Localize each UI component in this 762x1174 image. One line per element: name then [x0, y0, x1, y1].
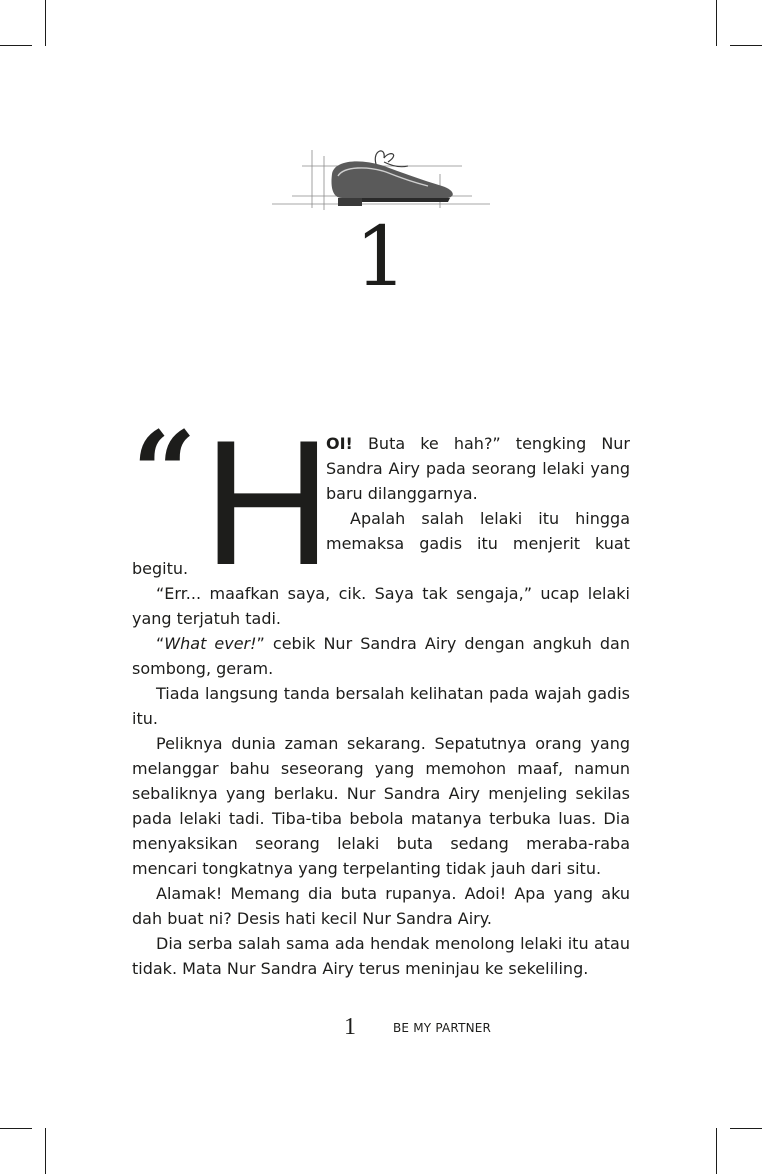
chapter-body	[132, 431, 630, 981]
crop-mark-top-left-h	[0, 45, 32, 46]
page-number: 1	[344, 1014, 356, 1040]
paragraph-4	[132, 631, 630, 681]
crop-mark-top-right-h	[730, 45, 762, 46]
paragraph-1-text: Buta ke hah?” tengking Nur Sandra Airy pada seorang lelaki yang baru dilanggarnya.	[326, 434, 630, 503]
chapter-number: 1	[354, 210, 408, 305]
paragraph-8: Dia serba salah sama ada hendak menolong lelaki itu atau tidak. Mata Nur Sandra Airy terus meninjau ke sekeliling.	[132, 934, 630, 978]
paragraph-6: Peliknya dunia zaman sekarang. Sepatutnya orang yang melanggar bahu seseorang yang memohon maaf, namun sebaliknya yang berlaku. Nur Sandra Airy menjeling sekilas pada lelaki tadi. Tiba-tiba bebola matanya terbuka luas. Dia menyaksikan seorang lelaki buta sedang meraba-raba mencari tongkatnya yang terpelanting tidak jauh dari situ.	[132, 734, 630, 878]
paragraph-4-italic: What ever!	[164, 634, 257, 653]
running-title: BE MY PARTNER	[393, 1021, 492, 1035]
paragraph-5: Tiada langsung tanda bersalah kelihatan pada wajah gadis itu.	[132, 684, 630, 728]
dropcap-letter: H	[203, 403, 332, 602]
page-footer	[0, 1012, 762, 1042]
dropcap-space	[132, 431, 326, 555]
opening-word: OI!	[326, 434, 353, 453]
crop-mark-bottom-left-h	[0, 1128, 32, 1129]
shoe-sketch-icon	[272, 136, 490, 212]
dropcap-quote-mark: “	[132, 408, 191, 539]
paragraph-2: Apalah salah lelaki itu hingga memaksa gadis itu menjerit kuat begitu.	[132, 509, 630, 578]
crop-mark-top-right	[716, 0, 717, 46]
crop-mark-bottom-left	[45, 1128, 46, 1174]
crop-mark-bottom-right	[716, 1128, 717, 1174]
crop-mark-top-left	[45, 0, 46, 46]
crop-mark-bottom-right-h	[730, 1128, 762, 1129]
paragraph-7: Alamak! Memang dia buta rupanya. Adoi! Apa yang aku dah buat ni? Desis hati kecil Nur Sandra Airy.	[132, 884, 630, 928]
paragraph-4-quote: “	[156, 634, 165, 653]
paragraph-3: “Err... maafkan saya, cik. Saya tak sengaja,” ucap lelaki yang terjatuh tadi.	[132, 584, 630, 628]
paragraph-4-text: ” cebik Nur Sandra Airy dengan angkuh dan sombong, geram.	[132, 634, 630, 678]
